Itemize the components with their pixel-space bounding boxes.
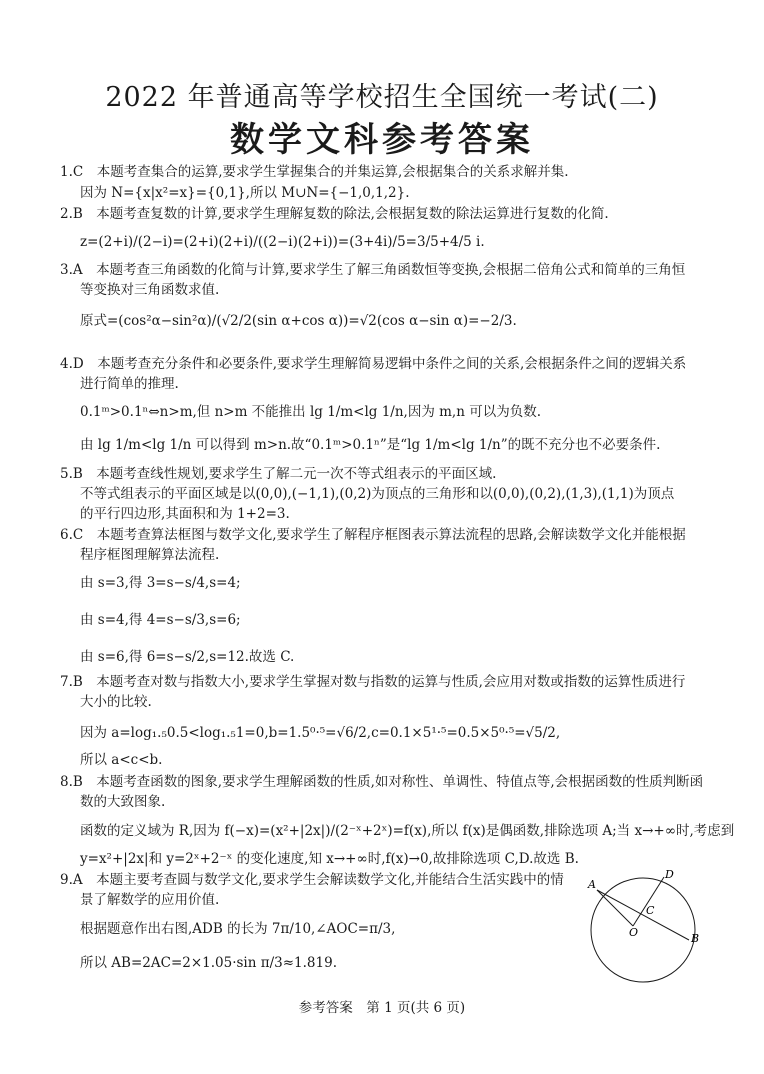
q7-header-cont: 大小的比较. (80, 694, 152, 710)
q2-header: 2.B 本题考查复数的计算,要求学生理解复数的除法,会根据复数的除法运算进行复数的化简. (60, 206, 609, 222)
label-b: B (691, 932, 700, 945)
q3-solution: 原式=(cos²α−sin²α)/(√2/2(sin α+cos α))=√2(cos α−sin α)=−2/3. (80, 313, 517, 329)
q8-solution-1: 函数的定义域为 R,因为 f(−x)=(x²+|2x|)/(2⁻ˣ+2ˣ)=f(x),所以 f(x)是偶函数,排除选项 A;当 x→+∞时,考虑到 (80, 823, 735, 839)
exam-title: 2022 年普通高等学校招生全国统一考试(二) (105, 82, 659, 113)
q3-header: 3.A 本题考查三角函数的化简与计算,要求学生了解三角函数恒等变换,会根据二倍角公式和简单的三角恒 (60, 262, 686, 278)
q1-header: 1.C 本题考查集合的运算,要求学生掌握集合的并集运算,会根据集合的关系求解并集. (60, 164, 569, 180)
label-o: O (629, 926, 639, 939)
label-a: A (588, 878, 596, 891)
q7-conclusion: 所以 a<c<b. (80, 752, 163, 768)
q6-step-3: 由 s=6,得 6=s−s/2,s=12.故选 C. (80, 649, 295, 665)
q8-header-cont: 数的大致图象. (80, 794, 166, 810)
q6-header: 6.C 本题考查算法框图与数学文化,要求学生了解程序框图表示算法流程的思路,会解读数学文化并能根据 (60, 527, 686, 543)
answer-title: 数学文科参考答案 (230, 120, 534, 160)
q4-header: 4.D 本题考查充分条件和必要条件,要求学生理解简易逻辑中条件之间的关系,会根据条件之间的逻辑关系 (60, 356, 687, 372)
q8-solution-2: y=x²+|2x|和 y=2ˣ+2⁻ˣ 的变化速度,知 x→+∞时,f(x)→0,故排除选项 C,D.故选 B. (80, 851, 579, 867)
q6-step-2: 由 s=4,得 4=s−s/3,s=6; (80, 612, 241, 628)
q4-solution-1: 0.1ᵐ>0.1ⁿ⇔n>m,但 n>m 不能推出 lg 1/m<lg 1/n,因为 m,n 可以为负数. (80, 404, 541, 420)
q6-header-cont: 程序框图理解算法流程. (80, 547, 220, 563)
q5-header: 5.B 本题考查线性规划,要求学生了解二元一次不等式组表示的平面区域. (60, 466, 497, 482)
q9-solution-1: 根据题意作出右图,ADB 的长为 7π/10,∠AOC=π/3, (80, 921, 396, 937)
chord-ab (597, 890, 689, 940)
q7-solution: 因为 a=log₁.₅0.5<log₁.₅1=0,b=1.5⁰·⁵=√6/2,c=0.1×5¹·⁵=0.5×5⁰·⁵=√5/2, (80, 725, 561, 741)
radius-ao (597, 890, 633, 926)
q5-solution-2: 的平行四边形,其面积和为 1+2=3. (80, 506, 290, 522)
q7-header: 7.B 本题考查对数与指数大小,要求学生掌握对数与指数的运算与性质,会应用对数或指数的运算性质进行 (60, 674, 686, 690)
q5-solution-1: 不等式组表示的平面区域是以(0,0),(−1,1),(0,2)为顶点的三角形和以(0,0),(0,2),(1,3),(1,1)为顶点 (80, 486, 675, 502)
circle-shape (591, 878, 695, 982)
q1-solution: 因为 N={x|x²=x}={0,1},所以 M∪N={−1,0,1,2}. (80, 185, 410, 201)
q2-solution: z=(2+i)/(2−i)=(2+i)(2+i)/((2−i)(2+i))=(3+4i)/5=3/5+4/5 i. (80, 234, 485, 250)
q6-step-1: 由 s=3,得 3=s−s/4,s=4; (80, 575, 241, 591)
page-footer: 参考答案 第 1 页(共 6 页) (298, 1000, 466, 1016)
circle-figure (585, 868, 705, 988)
q3-header-cont: 等变换对三角函数求值. (80, 282, 220, 298)
q9-header: 9.A 本题主要考查圆与数学文化,要求学生会解读数学文化,并能结合生活实践中的情 (60, 872, 564, 888)
q9-header-cont: 景了解数学的应用价值. (80, 892, 220, 908)
label-d: D (665, 868, 674, 881)
q4-header-cont: 进行简单的推理. (80, 376, 179, 392)
radius-od (633, 877, 664, 926)
label-c: C (646, 904, 655, 917)
q8-header: 8.B 本题考查函数的图象,要求学生理解函数的性质,如对称性、单调性、特值点等,会根据函数的性质判断函 (60, 774, 704, 790)
q9-solution-2: 所以 AB=2AC=2×1.05·sin π/3≈1.819. (80, 955, 337, 971)
q4-solution-2: 由 lg 1/m<lg 1/n 可以得到 m>n.故“0.1ᵐ>0.1ⁿ”是“lg 1/m<lg 1/n”的既不充分也不必要条件. (80, 437, 661, 453)
